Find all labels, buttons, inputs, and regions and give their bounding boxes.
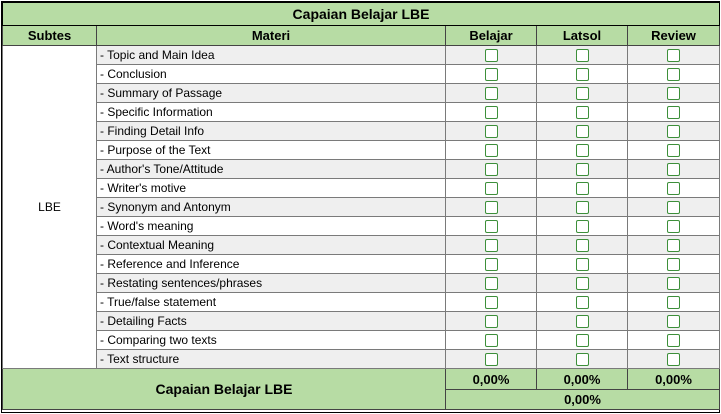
materi-cell: - Synonym and Antonym [97, 198, 446, 217]
review-cell [628, 141, 720, 160]
review-cell [628, 217, 720, 236]
belajar-cell [446, 122, 537, 141]
review-checkbox[interactable] [667, 315, 680, 328]
header-subtes: Subtes [3, 26, 97, 46]
belajar-checkbox[interactable] [485, 220, 498, 233]
latsol-cell [537, 141, 628, 160]
latsol-checkbox[interactable] [576, 201, 589, 214]
belajar-cell [446, 84, 537, 103]
review-checkbox[interactable] [667, 353, 680, 366]
latsol-checkbox[interactable] [576, 144, 589, 157]
latsol-cell [537, 236, 628, 255]
belajar-cell [446, 255, 537, 274]
belajar-checkbox[interactable] [485, 87, 498, 100]
review-checkbox[interactable] [667, 49, 680, 62]
materi-cell: - Author's Tone/Attitude [97, 160, 446, 179]
review-cell [628, 274, 720, 293]
belajar-checkbox[interactable] [485, 106, 498, 119]
latsol-checkbox[interactable] [576, 49, 589, 62]
latsol-cell [537, 46, 628, 65]
belajar-cell [446, 236, 537, 255]
materi-cell: - Contextual Meaning [97, 236, 446, 255]
review-checkbox[interactable] [667, 296, 680, 309]
latsol-checkbox[interactable] [576, 277, 589, 290]
latsol-cell [537, 312, 628, 331]
review-cell [628, 122, 720, 141]
belajar-cell [446, 274, 537, 293]
materi-cell: - Word's meaning [97, 217, 446, 236]
latsol-checkbox[interactable] [576, 68, 589, 81]
belajar-cell [446, 46, 537, 65]
materi-cell: - Reference and Inference [97, 255, 446, 274]
belajar-checkbox[interactable] [485, 296, 498, 309]
table-row [3, 122, 720, 141]
review-checkbox[interactable] [667, 334, 680, 347]
belajar-cell [446, 350, 537, 369]
table-row [3, 331, 720, 350]
belajar-cell [446, 160, 537, 179]
table-row [3, 255, 720, 274]
review-checkbox[interactable] [667, 201, 680, 214]
latsol-checkbox[interactable] [576, 125, 589, 138]
belajar-checkbox[interactable] [485, 353, 498, 366]
materi-cell: - Comparing two texts [97, 331, 446, 350]
belajar-cell [446, 331, 537, 350]
latsol-cell [537, 65, 628, 84]
latsol-cell [537, 331, 628, 350]
latsol-checkbox[interactable] [576, 353, 589, 366]
header-belajar: Belajar [446, 26, 537, 46]
review-cell [628, 160, 720, 179]
latsol-cell [537, 103, 628, 122]
review-cell [628, 103, 720, 122]
table-row [3, 274, 720, 293]
belajar-checkbox[interactable] [485, 163, 498, 176]
review-checkbox[interactable] [667, 87, 680, 100]
belajar-checkbox[interactable] [485, 144, 498, 157]
belajar-cell [446, 217, 537, 236]
table-row [3, 312, 720, 331]
belajar-checkbox[interactable] [485, 182, 498, 195]
table-row [3, 236, 720, 255]
review-cell [628, 179, 720, 198]
belajar-checkbox[interactable] [485, 49, 498, 62]
table-row [3, 65, 720, 84]
latsol-cell [537, 122, 628, 141]
review-cell [628, 46, 720, 65]
belajar-checkbox[interactable] [485, 239, 498, 252]
belajar-cell [446, 198, 537, 217]
belajar-checkbox[interactable] [485, 201, 498, 214]
belajar-cell [446, 65, 537, 84]
review-checkbox[interactable] [667, 106, 680, 119]
review-cell [628, 255, 720, 274]
latsol-checkbox[interactable] [576, 87, 589, 100]
table-row [3, 198, 720, 217]
capaian-table [2, 2, 720, 410]
review-checkbox[interactable] [667, 239, 680, 252]
table-row [3, 103, 720, 122]
footer-label: Capaian Belajar LBE [3, 369, 446, 410]
table-row [3, 293, 720, 312]
latsol-checkbox[interactable] [576, 239, 589, 252]
latsol-cell [537, 198, 628, 217]
table-row [3, 46, 720, 65]
header-review: Review [628, 26, 720, 46]
review-cell [628, 65, 720, 84]
belajar-cell [446, 103, 537, 122]
belajar-cell [446, 179, 537, 198]
latsol-cell [537, 293, 628, 312]
latsol-checkbox[interactable] [576, 163, 589, 176]
latsol-checkbox[interactable] [576, 296, 589, 309]
spreadsheet [1, 1, 720, 413]
latsol-checkbox[interactable] [576, 315, 589, 328]
materi-cell: - Purpose of the Text [97, 141, 446, 160]
belajar-checkbox[interactable] [485, 315, 498, 328]
belajar-cell [446, 141, 537, 160]
latsol-cell [537, 84, 628, 103]
table-row [3, 160, 720, 179]
review-cell [628, 293, 720, 312]
review-cell [628, 350, 720, 369]
review-checkbox[interactable] [667, 163, 680, 176]
materi-cell: - Restating sentences/phrases [97, 274, 446, 293]
table-row [3, 141, 720, 160]
latsol-cell [537, 217, 628, 236]
latsol-checkbox[interactable] [576, 182, 589, 195]
header-latsol: Latsol [537, 26, 628, 46]
materi-cell: - Finding Detail Info [97, 122, 446, 141]
latsol-cell [537, 274, 628, 293]
belajar-cell [446, 312, 537, 331]
review-checkbox[interactable] [667, 182, 680, 195]
materi-cell: - True/false statement [97, 293, 446, 312]
review-checkbox[interactable] [667, 277, 680, 290]
footer-row-1 [3, 369, 720, 390]
materi-cell: - Text structure [97, 350, 446, 369]
latsol-cell [537, 160, 628, 179]
footer-review-pct: 0,00% [628, 369, 720, 390]
belajar-cell [446, 293, 537, 312]
latsol-checkbox[interactable] [576, 334, 589, 347]
review-cell [628, 236, 720, 255]
latsol-cell [537, 179, 628, 198]
materi-cell: - Conclusion [97, 65, 446, 84]
footer-total-pct: 0,00% [446, 390, 720, 410]
materi-cell: - Writer's motive [97, 179, 446, 198]
belajar-checkbox[interactable] [485, 258, 498, 271]
table-row [3, 350, 720, 369]
review-checkbox[interactable] [667, 258, 680, 271]
review-checkbox[interactable] [667, 125, 680, 138]
header-materi: Materi [97, 26, 446, 46]
materi-cell: - Detailing Facts [97, 312, 446, 331]
latsol-cell [537, 255, 628, 274]
review-cell [628, 84, 720, 103]
materi-cell: - Topic and Main Idea [97, 46, 446, 65]
footer-latsol-pct: 0,00% [537, 369, 628, 390]
belajar-checkbox[interactable] [485, 68, 498, 81]
table-row [3, 217, 720, 236]
table-title: Capaian Belajar LBE [3, 3, 720, 26]
table-row [3, 179, 720, 198]
review-cell [628, 331, 720, 350]
header-row [3, 26, 720, 46]
review-cell [628, 198, 720, 217]
belajar-checkbox[interactable] [485, 277, 498, 290]
materi-cell: - Summary of Passage [97, 84, 446, 103]
review-cell [628, 312, 720, 331]
subtes-cell: LBE [3, 46, 97, 369]
review-checkbox[interactable] [667, 68, 680, 81]
latsol-checkbox[interactable] [576, 106, 589, 119]
title-row [3, 3, 720, 26]
latsol-checkbox[interactable] [576, 258, 589, 271]
materi-cell: - Specific Information [97, 103, 446, 122]
belajar-checkbox[interactable] [485, 125, 498, 138]
belajar-checkbox[interactable] [485, 334, 498, 347]
table-row [3, 84, 720, 103]
footer-belajar-pct: 0,00% [446, 369, 537, 390]
review-checkbox[interactable] [667, 220, 680, 233]
latsol-checkbox[interactable] [576, 220, 589, 233]
review-checkbox[interactable] [667, 144, 680, 157]
latsol-cell [537, 350, 628, 369]
